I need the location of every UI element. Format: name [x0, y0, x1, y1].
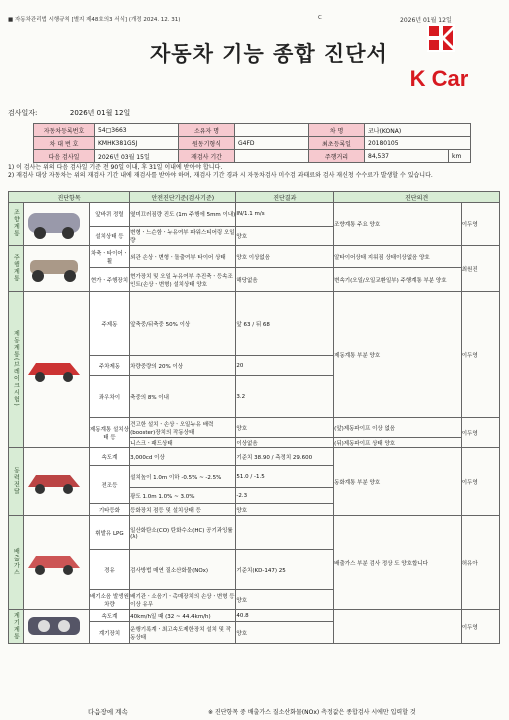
col-item: 진단항목 [9, 192, 130, 203]
owner-label: 소유자 명 [179, 124, 235, 137]
reg-no-label: 자동차등록번호 [34, 124, 95, 137]
row-opinion [334, 610, 462, 644]
row-standard: 등화장치 점등 및 설치상태 등 [130, 504, 236, 516]
row-inspector: 최원진 [461, 246, 499, 292]
exhaust-car-icon [24, 542, 84, 582]
section-steering: 조향계통 [9, 203, 24, 246]
engine-type-label: 원동기형식 [179, 137, 235, 150]
row-opinion: 알타이어상태 지워짐 상태이상없음 양호 [334, 246, 462, 268]
steering-image [23, 203, 89, 246]
car-name-label: 차 명 [309, 124, 365, 137]
row-item: 제동계통 설치상태 등 [89, 418, 129, 448]
retest-period-value [235, 150, 309, 163]
row-item: 좌우차이 [89, 376, 129, 418]
document-title: 자동차 기능 종합 진단서 [150, 42, 388, 66]
row-inspector: 이두영 [461, 610, 499, 644]
row-result: 해당없음 [236, 268, 334, 292]
gauge-icon [24, 613, 84, 639]
row-result: -2.3 [236, 488, 334, 504]
row-result: IN/1.1 m/s [236, 203, 334, 227]
row-result: 기준치(KD-147) 25 [236, 550, 334, 590]
row-standard: 변형ㆍ느슨함ㆍ누유여부 파워스티어링 오일량 [130, 226, 236, 245]
owner-value [235, 124, 309, 137]
row-inspector: 이두영 [461, 418, 499, 448]
inspection-date-value: 2026년 01월 12일 [69, 109, 131, 117]
retest-period-label: 재검사 기간 [179, 150, 235, 163]
power-image [23, 448, 89, 516]
row-result: 양호 [236, 622, 334, 644]
row-opinion: 제동계통 부분 양호 [334, 292, 462, 418]
row-item: 설치상태 등 [89, 226, 129, 245]
row-standard: 운행기록계ㆍ최고속도제한장치 설치 및 작동상태 [130, 622, 236, 644]
row-standard: 광도 1.0m 1.0% ~ 3.0% [130, 488, 236, 504]
section-driving: 주행계통 [9, 246, 24, 292]
next-test-value: 2026년 03월 15일 [95, 150, 179, 163]
row-opinion: (앞)제동파이프 이상 없음 [334, 418, 462, 438]
vehicle-info-table [33, 123, 471, 163]
row-item: 속도계 [89, 610, 129, 622]
footer-note: ※ 진단항목 중 배출가스 질소산화물(NOx) 측정값은 종합검사 시에만 입력할 것 [208, 709, 416, 716]
row-result: 앞 63 / 뒤 68 [236, 292, 334, 356]
row-inspector: 이두영 [461, 203, 499, 246]
row-standard: 차량중량의 20% 이상 [130, 356, 236, 376]
row-result: 이상없음 [236, 438, 334, 448]
mileage-label: 주행거리 [309, 150, 365, 163]
row-result: 40.8 [236, 610, 334, 622]
note-1: 1) 이 검사는 위의 다음 검사일 기준 전 90일 이내, 후 31일 이내에 받아야 합니다. [8, 164, 223, 171]
row-standard: 견고한 설치ㆍ손상ㆍ오일누유 배력(booster)장치의 작동상태 [130, 418, 236, 438]
inspection-date [8, 108, 130, 118]
mileage-value: 84,537 [365, 150, 449, 163]
row-standard: 40km/h일 때 (32 ~ 44.4km/h) [130, 610, 236, 622]
col-result: 진단결과 [236, 192, 334, 203]
engine-type-value: G4FD [235, 137, 309, 150]
car-name-value: 코나(KONA) [365, 124, 471, 137]
row-opinion: (뒤)제동파이프 상태 양호 [334, 438, 462, 448]
inspection-notes [8, 164, 483, 179]
row-result: 양호 이상없음 [236, 246, 334, 268]
row-standard: 앞축중/뒤축중 50% 이상 [130, 292, 236, 356]
note-2: 2) 재검사 대상 자동차는 위의 재검사 기간 내에 재검사를 받아야 하며, 재검사 기간 경과 시 자동차검사 미수검 과태료와 검사 재신청 수수료가 발생할 수 있습니다. [8, 171, 433, 179]
row-opinion: 동화계통 부분 양호 [334, 448, 462, 516]
row-standard: 현가장치 및 오일 누유여부 추진축ㆍ등속조인트(손상ㆍ변형) 설치상태 양호 [130, 268, 236, 292]
row-result: 양호 [236, 226, 334, 245]
row-item: 배기소음 발생원 차량 [89, 590, 129, 610]
driving-image [23, 246, 89, 292]
row-result: 양호 [236, 418, 334, 438]
mileage-unit: km [449, 150, 471, 163]
row-standard: 옆미끄러짐량 진도 (1m 주행에 5mm 이내) [130, 203, 236, 227]
brand-name: K Car [409, 66, 469, 91]
continue-note: 다음장에 계속 [88, 708, 128, 716]
row-result: 3.2 [236, 376, 334, 418]
row-item: 기타등화 [89, 504, 129, 516]
col-opinion: 진단의견 [334, 192, 500, 203]
row-standard: 검사방법 매연 질소산화물(NOx) [130, 550, 236, 590]
vin-label: 차 대 번 호 [34, 137, 95, 150]
section-exhaust: 배출가스 [9, 516, 24, 610]
instrument-image [23, 610, 89, 644]
row-result: 양호 [236, 504, 334, 516]
row-result: 양호 [236, 590, 334, 610]
row-opinion: 배출가스 부분 검사 정상 도 양호합니다 [334, 516, 462, 610]
row-item: 주차제동 [89, 356, 129, 376]
row-inspector: 이두영 [461, 448, 499, 516]
row-standard: 배기관ㆍ소음기ㆍ촉매장치의 손상ㆍ변형 등 이상 유무 [130, 590, 236, 610]
section-instrument: 계기계통 [9, 610, 24, 644]
headlight-car-icon [24, 461, 84, 501]
print-date: 2026년 01월 12일 [400, 17, 452, 24]
next-test-label: 다음 검사일 [34, 150, 95, 163]
section-brake: 제동계통(브레이크시험) [9, 292, 24, 448]
row-opinion: 조향계통 주요 양호 [334, 203, 462, 246]
brake-image [23, 292, 89, 448]
row-standard: 일산화탄소(CO) 탄화수소(HC) 공기과잉률(λ) [130, 516, 236, 550]
row-item: 경유 [89, 550, 129, 590]
first-reg-value: 20180105 [365, 137, 471, 150]
suspension-icon [24, 248, 84, 288]
row-result: 51.0 / -1.5 [236, 466, 334, 488]
row-standard: 니스크ㆍ패드상태 [130, 438, 236, 448]
brand-logo [404, 20, 474, 98]
form-reference: ■ 자동차관리법 시행규칙 [별지 제48호의3 서식] (개정 2024. 12. 31) [8, 17, 181, 23]
exhaust-image [23, 516, 89, 610]
row-result: 20 [236, 356, 334, 376]
row-result [236, 516, 334, 550]
inspection-date-label: 검사일자: [8, 109, 38, 117]
row-standard: 축중의 8% 이내 [130, 376, 236, 418]
col-standard: 안전진단기준(검사기준) [130, 192, 236, 203]
section-power: 동력전달 [9, 448, 24, 516]
row-item: 현가ㆍ주행장치 [89, 268, 129, 292]
header-code: C [318, 15, 322, 21]
diagnosis-table [8, 191, 500, 644]
first-reg-label: 최초등록일 [309, 137, 365, 150]
car-wheel-icon [24, 203, 84, 243]
row-opinion: 변속기(오일/오일교환일부) 주행계통 부분 양호 [334, 268, 462, 292]
row-item: 앞바퀴 정렬 [89, 203, 129, 227]
row-standard: 설치높이 1.0m 이하 -0.5% ~ -2.5% [130, 466, 236, 488]
row-inspector: 이두영 [461, 292, 499, 418]
car-body-icon [24, 349, 84, 389]
row-result: 기준치 38.90 / 측정치 29.600 [236, 448, 334, 466]
row-item: 차축ㆍ타이어ㆍ휠 [89, 246, 129, 268]
row-item: 휘발유 LPG [89, 516, 129, 550]
row-item: 계기장치 [89, 622, 129, 644]
vin-value: KMHK381GSJ [95, 137, 179, 150]
kcar-logo-icon [427, 24, 455, 52]
row-item: 속도계 [89, 448, 129, 466]
row-standard: 3,000cd 이상 [130, 448, 236, 466]
row-inspector: 허유아 [461, 516, 499, 610]
reg-no-value: 54□3663 [95, 124, 179, 137]
row-item: 전조등 [89, 466, 129, 504]
row-item: 주제동 [89, 292, 129, 356]
row-standard: 외관 손상ㆍ변형ㆍ돌출여부 타이어 상태 [130, 246, 236, 268]
